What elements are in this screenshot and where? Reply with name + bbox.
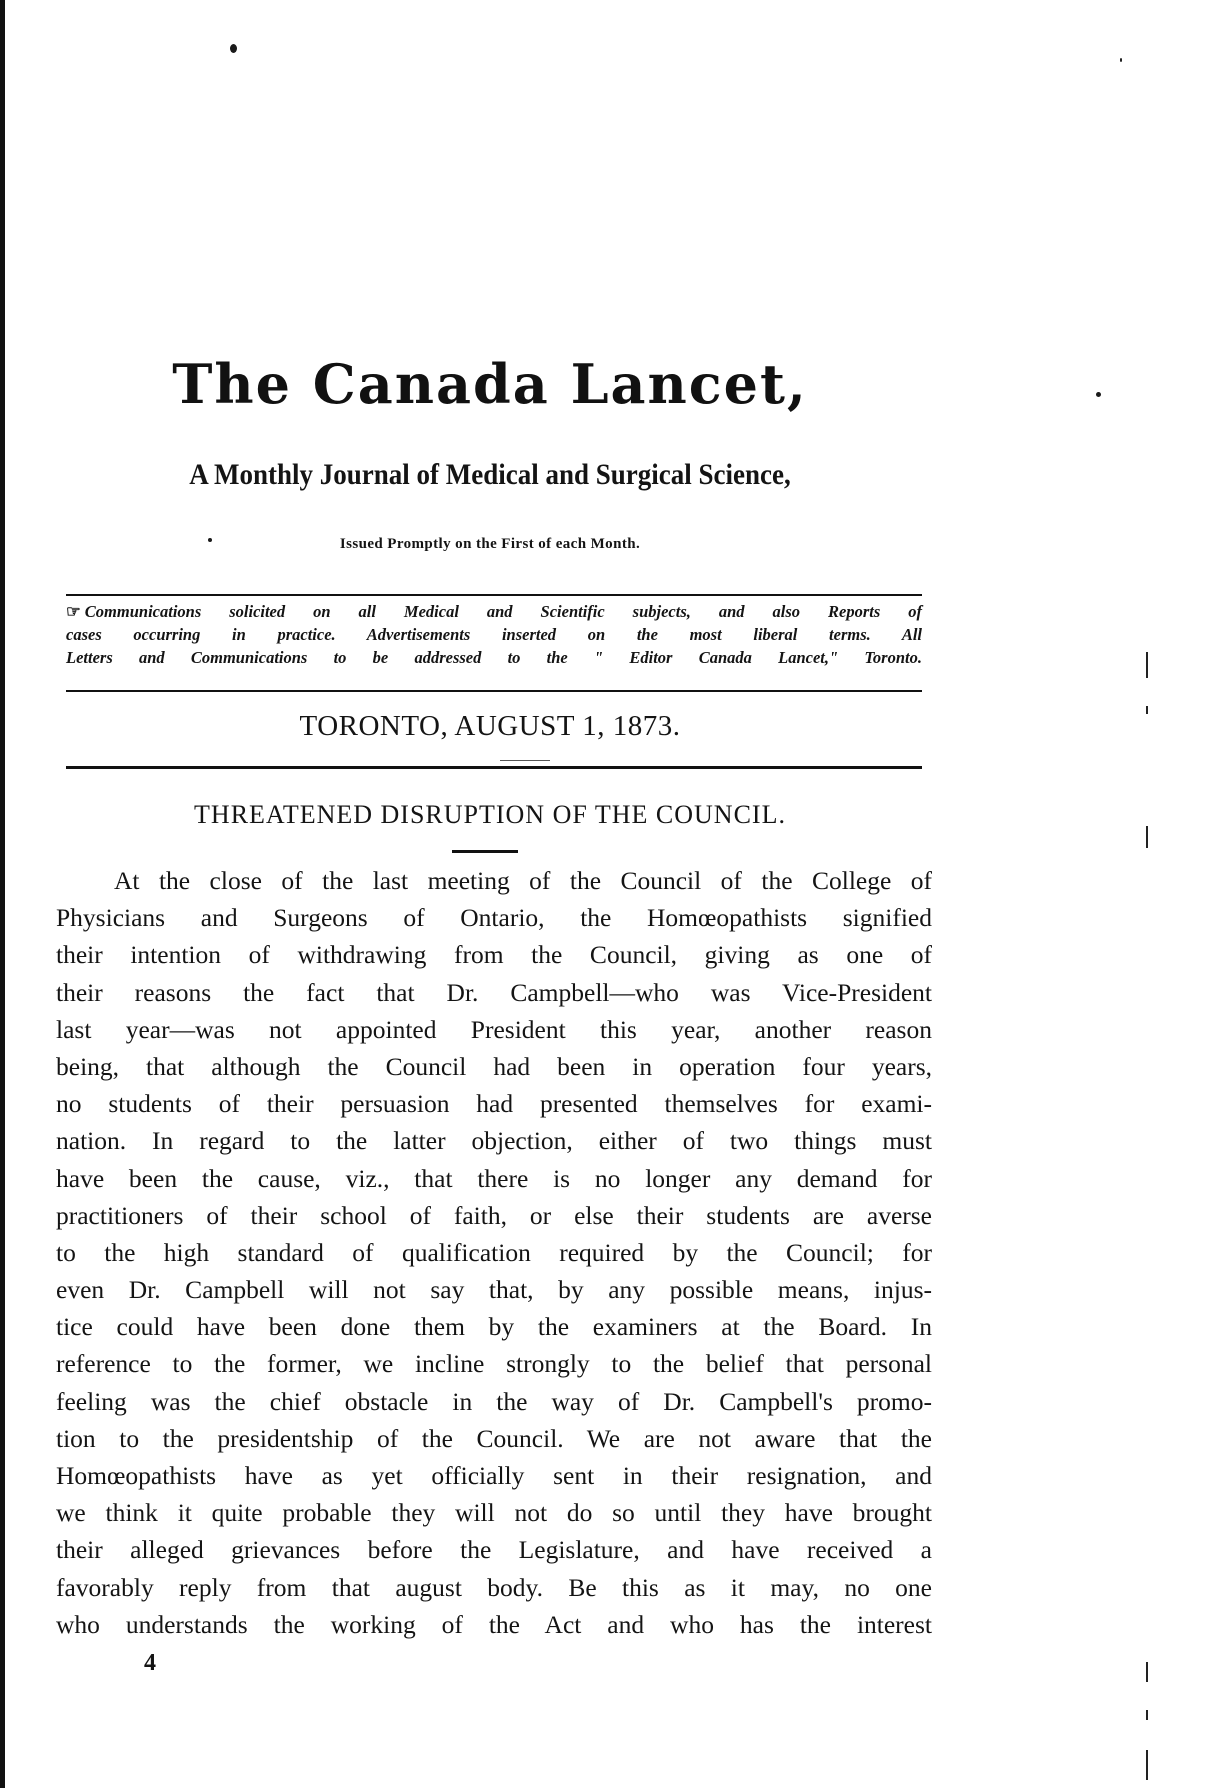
body-line: their reasons the fact that Dr. Campbell—who was Vice-President [56,977,932,1007]
divider-ornament [500,760,550,761]
body-line: tice could have been done them by the examiners at the Board. In [56,1312,932,1342]
body-line: have been the cause, viz., that there is no longer any demand for [56,1163,932,1193]
page-left-border [0,0,5,1788]
journal-page [40,0,940,1788]
article-headline: THREATENED DISRUPTION OF THE COUNCIL. [194,800,786,829]
body-line: we think it quite probable they will not do so until they have brought [56,1498,932,1528]
editorial-notice [66,594,922,669]
article-body [56,862,932,1643]
body-line: no students of their persuasion had presented themselves for exami- [56,1089,932,1119]
notice-line [66,600,922,623]
journal-subtitle: A Monthly Journal of Medical and Surgical Science, [189,458,791,491]
body-line: to the high standard of qualification required by the Council; for [56,1237,932,1267]
body-line: last year—was not appointed President this year, another reason [56,1014,932,1044]
body-line: Homœopathists have as yet officially sent in their resignation, and [56,1461,932,1490]
headline-rule [452,850,518,853]
body-line: even Dr. Campbell will not say that, by any possible means, injus- [56,1275,932,1305]
body-line: favorably reply from that august body. Be this as it may, no one [56,1572,932,1602]
margin-mark [1146,652,1148,678]
dateline: TORONTO, AUGUST 1, 1873. [299,710,681,742]
issue-schedule: Issued Promptly on the First of each Month. [339,536,641,552]
margin-mark [1146,1710,1148,1720]
body-line: At the close of the last meeting of the Council of the College of [114,866,932,895]
body-line: reference to the former, we incline strongly to the belief that personal [56,1349,932,1379]
journal-masthead: The Canada Lancet, [172,352,808,416]
pointing-hand-icon: ☞ [66,602,81,621]
margin-mark [1146,1750,1148,1780]
margin-mark [1146,1662,1148,1682]
ink-speck [1096,392,1101,397]
notice-line: cases occurring in practice. Advertisements inserted on the most liberal terms. All [66,625,922,644]
body-line: nation. In regard to the latter objection, either of two things must [56,1126,932,1156]
body-line: tion to the presidentship of the Council. We are not aware that the [56,1423,932,1453]
body-line: being, that although the Council had been in operation four years, [56,1051,932,1081]
body-line: their intention of withdrawing from the Council, giving as one of [56,940,932,970]
body-line: feeling was the chief obstacle in the way of Dr. Campbell's promo- [56,1386,932,1416]
body-line: who understands the working of the Act and who has the interest [56,1609,932,1639]
body-line: their alleged grievances before the Legislature, and have received a [56,1535,932,1565]
divider-rule [66,690,922,692]
notice-line: Letters and Communications to be addressed to the " Editor Canada Lancet," Toronto. [66,648,922,667]
margin-mark [1146,706,1148,714]
ink-speck [1120,58,1122,62]
body-line: practitioners of their school of faith, or else their students are averse [56,1200,932,1230]
signature-mark: 4 [144,1650,156,1676]
body-line: Physicians and Surgeons of Ontario, the Homœopathists signified [56,903,932,933]
divider-rule [66,766,922,769]
notice-line-text: Communications solicited on all Medical and Scientific subjects, and also Reports of [84,602,922,621]
margin-mark [1146,826,1148,848]
